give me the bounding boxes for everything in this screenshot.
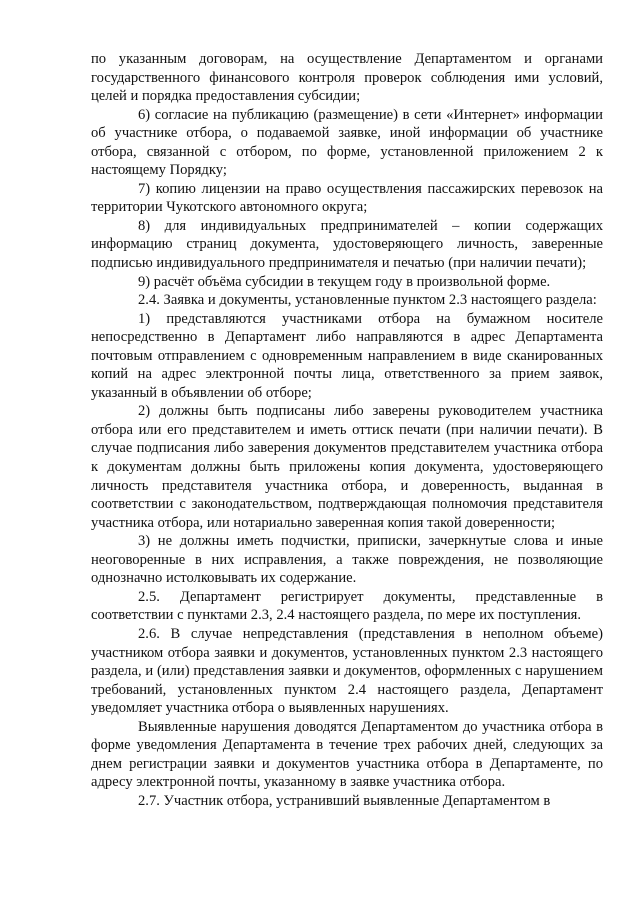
paragraph-2-4-item-1: 1) представляются участниками отбора на бумажном носителе непосредственно в Департамент либо направляются в адрес Департамента почтовым отправлением с одновременным направлением в виде сканированных копий на адрес электронной почты лица, ответственного за прием заявок, указанный в объявлении об отборе; (91, 310, 603, 401)
paragraph-2-4: 2.4. Заявка и документы, установленные пунктом 2.3 настоящего раздела: (138, 292, 597, 309)
paragraph-2-4-item-3: 3) не должны иметь подчистки, приписки, зачеркнутые слова и иные неоговоренные в них исправления, а также повреждения, не позволяющие однозначно истолковывать их содержание. (91, 533, 603, 587)
paragraph-item-9: 9) расчёт объёма субсидии в текущем году в произвольной форме. (138, 273, 551, 290)
paragraph-item-6: 6) согласие на публикацию (размещение) в сети «Интернет» информации об участнике отбора, о подаваемой заявке, иной информации об участнике отбора, связанной с отбором, по форме, установленной приложением 2 к настоящему Порядку; (91, 106, 603, 179)
paragraph-item-7: 7) копию лицензии на право осуществления пассажирских перевозок на территории Чукотского автономного округа; (91, 180, 603, 216)
paragraph-2-6: 2.6. В случае непредставления (представления в неполном объеме) участником отбора заявки и документов, установленных пунктом 2.3 настоящего раздела, и (или) представления заявки и документов, оформленных с нарушением требований, установленных пунктом 2.4 настоящего раздела, Департамент уведомляет участника отбора о выявленных нарушениях. (91, 625, 603, 717)
paragraph-continuation: по указанным договорам, на осуществление Департаментом и органами государственного финансового контроля проверок соблюдения ими условий, целей и порядка предоставления субсидии; (91, 51, 603, 105)
paragraph-2-5: 2.5. Департамент регистрирует документы, представленные в соответствии с пунктами 2.3, 2.4 настоящего раздела, по мере их поступления. (91, 588, 603, 624)
document-body (91, 50, 603, 810)
paragraph-2-4-item-2: 2) должны быть подписаны либо заверены руководителем участника отбора или его представителем и иметь оттиск печати (при наличии печати). В случае подписания либо заверения документов представителем участника отбора к документам должны быть приложены копия документа, удостоверяющего личность представителя участника отбора, и доверенность, выданная в соответствии с законодательством, подтверждающая полномочия представителя участника отбора, или нотариально заверенная копия такой доверенности; (91, 403, 603, 531)
paragraph-2-7: 2.7. Участник отбора, устранивший выявленные Департаментом в (138, 792, 551, 809)
paragraph-violations-notice: Выявленные нарушения доводятся Департаментом до участника отбора в форме уведомления Департамента в течение трех рабочих дней, следующих за днем регистрации заявки и документов участника отбора в Департаменте, по адресу электронной почты, указанному в заявке участника отбора. (91, 718, 603, 791)
paragraph-item-8: 8) для индивидуальных предпринимателей – копии содержащих информацию страниц документа, удостоверяющего личность, заверенные подписью индивидуального предпринимателя и печатью (при наличии печати); (91, 217, 603, 272)
